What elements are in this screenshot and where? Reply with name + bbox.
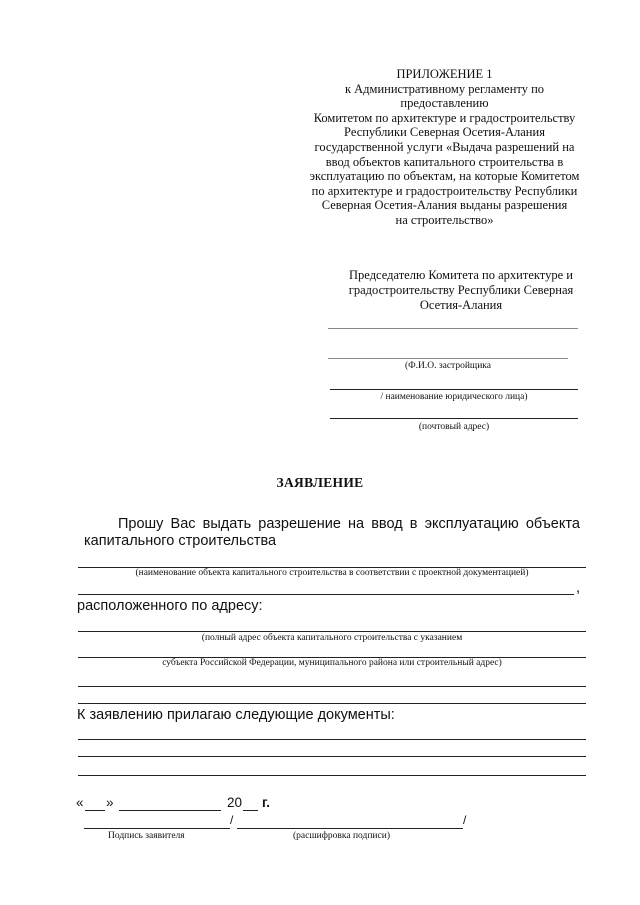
address-line-4[interactable]	[78, 703, 586, 704]
request-word: объекта	[525, 516, 580, 532]
appendix-line: ПРИЛОЖЕНИЕ 1	[396, 67, 493, 81]
date-close-quote: »	[106, 795, 114, 810]
appendix-line: Северная Осетия-Алания выданы разрешения	[321, 198, 568, 213]
signature-decoding-line[interactable]	[237, 828, 463, 829]
caption-signature: Подпись заявителя	[108, 831, 185, 841]
documents-line-2[interactable]	[78, 756, 586, 757]
located-at-label: расположенного по адресу:	[77, 598, 263, 614]
date-year-prefix: 20	[227, 795, 243, 810]
request-line-1	[118, 516, 580, 532]
request-word: Прошу	[118, 516, 164, 532]
caption-address-2: субъекта Российской Федерации, муниципального района или строительный адрес)	[162, 658, 502, 668]
request-word: выдать	[202, 516, 252, 532]
request-word: эксплуатацию	[424, 516, 519, 532]
date-open-quote: «	[76, 795, 84, 810]
request-word: на	[348, 516, 365, 532]
postal-address-line[interactable]	[330, 418, 578, 419]
date-year-suffix: г.	[262, 795, 271, 810]
documents-label: К заявлению прилагаю следующие документы:	[77, 707, 395, 723]
addressee-line: Осетия-Алания	[419, 297, 503, 312]
appendix-header	[292, 67, 597, 228]
caption-legal-entity: / наименование юридического лица)	[380, 392, 528, 402]
addressee-line: Председателю Комитета по архитектуре и	[349, 268, 573, 282]
request-word: ввод	[371, 516, 403, 532]
date-month-line[interactable]	[119, 810, 221, 811]
appendix-line: по архитектуре и градостроительству Республики	[311, 183, 578, 198]
signature-slash-2: /	[463, 813, 467, 827]
documents-line-1[interactable]	[78, 739, 586, 740]
date-year-line[interactable]	[243, 810, 258, 811]
appendix-line: предоставлению	[400, 96, 489, 111]
addressee-blank-line-1[interactable]	[328, 328, 578, 329]
request-word: в	[409, 516, 418, 532]
addressee-line: градостроительству Республики Северная	[348, 282, 574, 297]
address-line-3[interactable]	[78, 686, 586, 687]
appendix-line: государственной услуги «Выдача разрешений на	[314, 139, 575, 154]
address-line-1[interactable]	[78, 631, 586, 632]
legal-entity-line[interactable]	[330, 389, 578, 390]
date-day-line[interactable]	[85, 810, 105, 811]
appendix-line: ввод объектов капитального строительства в	[325, 154, 564, 169]
object-name-line-2[interactable]	[78, 594, 574, 595]
request-line-2: капитального строительства	[84, 533, 277, 549]
documents-line-3[interactable]	[78, 775, 586, 776]
caption-address-1: (полный адрес объекта капитального строительства с указанием	[201, 633, 463, 643]
addressee-blank-line-2[interactable]	[328, 358, 568, 359]
signature-slash-1: /	[230, 813, 234, 827]
appendix-line: Комитетом по архитектуре и градостроительству	[313, 110, 576, 125]
caption-applicant-name: (Ф.И.О. застройщика	[404, 361, 491, 371]
caption-signature-decoding: (расшифровка подписи)	[293, 831, 390, 841]
document-title: ЗАЯВЛЕНИЕ	[276, 475, 364, 490]
caption-object-name: (наименование объекта капитального строительства в соответствии с проектной документацией)	[135, 568, 529, 578]
request-word: Вас	[170, 516, 196, 532]
appendix-line: к Административному регламенту по	[344, 81, 545, 96]
appendix-line: на строительство»	[395, 212, 494, 227]
caption-postal-address: (почтовый адрес)	[418, 422, 490, 432]
request-word: разрешение	[258, 516, 341, 532]
object-name-comma: ,	[576, 580, 581, 596]
appendix-line: эксплуатацию по объектам, на которые Комитетом	[309, 169, 580, 184]
signature-line[interactable]	[84, 828, 230, 829]
addressee-block	[320, 268, 602, 312]
appendix-line: Республики Северная Осетия-Алания	[344, 125, 545, 140]
